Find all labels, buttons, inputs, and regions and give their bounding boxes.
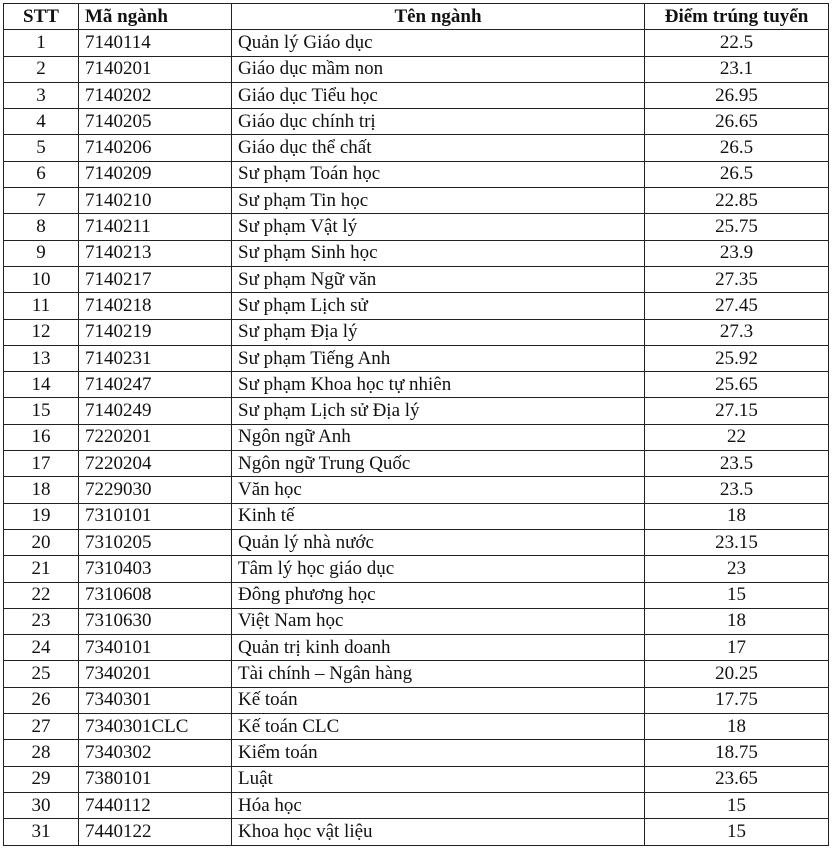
table-row	[4, 635, 829, 661]
row-code: 7310101	[79, 503, 232, 529]
row-stt: 27	[4, 714, 79, 740]
row-score: 26.95	[645, 82, 829, 108]
table-row	[4, 582, 829, 608]
row-score: 25.65	[645, 372, 829, 398]
header-row	[4, 4, 829, 30]
row-code: 7340301	[79, 687, 232, 713]
header-stt: STT	[4, 4, 79, 30]
row-stt: 8	[4, 214, 79, 240]
row-code: 7340302	[79, 740, 232, 766]
row-stt: 12	[4, 319, 79, 345]
row-score: 25.92	[645, 345, 829, 371]
row-name: Giáo dục Tiểu học	[232, 82, 645, 108]
row-score: 27.35	[645, 266, 829, 292]
row-stt: 31	[4, 819, 79, 845]
row-name: Quản trị kinh doanh	[232, 635, 645, 661]
row-stt: 9	[4, 240, 79, 266]
row-code: 7140247	[79, 372, 232, 398]
table-row	[4, 188, 829, 214]
row-code: 7229030	[79, 477, 232, 503]
row-code: 7340101	[79, 635, 232, 661]
row-name: Sư phạm Vật lý	[232, 214, 645, 240]
row-name: Sư phạm Toán học	[232, 161, 645, 187]
row-code: 7310205	[79, 529, 232, 555]
row-code: 7140202	[79, 82, 232, 108]
row-name: Tâm lý học giáo dục	[232, 556, 645, 582]
row-stt: 4	[4, 109, 79, 135]
table-row	[4, 477, 829, 503]
row-score: 18	[645, 503, 829, 529]
row-code: 7140213	[79, 240, 232, 266]
row-stt: 20	[4, 529, 79, 555]
row-code: 7140114	[79, 30, 232, 56]
row-name: Ngôn ngữ Anh	[232, 424, 645, 450]
row-code: 7140218	[79, 293, 232, 319]
row-stt: 6	[4, 161, 79, 187]
row-name: Ngôn ngữ Trung Quốc	[232, 451, 645, 477]
row-name: Sư phạm Lịch sử Địa lý	[232, 398, 645, 424]
table-row	[4, 82, 829, 108]
row-code: 7140205	[79, 109, 232, 135]
header-score: Điểm trúng tuyển	[645, 4, 829, 30]
row-stt: 17	[4, 451, 79, 477]
row-score: 22	[645, 424, 829, 450]
row-score: 22.5	[645, 30, 829, 56]
row-score: 18	[645, 608, 829, 634]
row-name: Tài chính – Ngân hàng	[232, 661, 645, 687]
row-name: Kế toán	[232, 687, 645, 713]
table-row	[4, 608, 829, 634]
row-stt: 26	[4, 687, 79, 713]
table-row	[4, 819, 829, 845]
row-score: 18.75	[645, 740, 829, 766]
row-name: Sư phạm Ngữ văn	[232, 266, 645, 292]
row-stt: 3	[4, 82, 79, 108]
row-score: 17.75	[645, 687, 829, 713]
row-name: Giáo dục thể chất	[232, 135, 645, 161]
table-row	[4, 319, 829, 345]
row-score: 18	[645, 714, 829, 740]
table-body	[4, 30, 829, 845]
row-score: 17	[645, 635, 829, 661]
row-score: 26.5	[645, 161, 829, 187]
row-score: 27.15	[645, 398, 829, 424]
row-stt: 23	[4, 608, 79, 634]
row-code: 7140210	[79, 188, 232, 214]
row-name: Khoa học vật liệu	[232, 819, 645, 845]
row-name: Giáo dục chính trị	[232, 109, 645, 135]
row-name: Sư phạm Lịch sử	[232, 293, 645, 319]
table-row	[4, 529, 829, 555]
row-code: 7440112	[79, 792, 232, 818]
row-score: 26.5	[645, 135, 829, 161]
row-name: Đông phương học	[232, 582, 645, 608]
table-row	[4, 792, 829, 818]
row-stt: 13	[4, 345, 79, 371]
row-score: 15	[645, 582, 829, 608]
row-stt: 16	[4, 424, 79, 450]
row-stt: 7	[4, 188, 79, 214]
table-row	[4, 266, 829, 292]
row-score: 27.45	[645, 293, 829, 319]
row-code: 7310630	[79, 608, 232, 634]
row-stt: 30	[4, 792, 79, 818]
row-code: 7310403	[79, 556, 232, 582]
row-score: 23.65	[645, 766, 829, 792]
row-code: 7140217	[79, 266, 232, 292]
row-code: 7310608	[79, 582, 232, 608]
table-row	[4, 661, 829, 687]
admission-scores-table	[3, 3, 829, 846]
table-row	[4, 424, 829, 450]
table-row	[4, 345, 829, 371]
table-row	[4, 30, 829, 56]
row-name: Sư phạm Tin học	[232, 188, 645, 214]
header-code: Mã ngành	[79, 4, 232, 30]
row-name: Luật	[232, 766, 645, 792]
row-code: 7140231	[79, 345, 232, 371]
table-row	[4, 687, 829, 713]
table-row	[4, 503, 829, 529]
row-name: Giáo dục mầm non	[232, 56, 645, 82]
table-row	[4, 109, 829, 135]
row-score: 23.1	[645, 56, 829, 82]
row-name: Sư phạm Sinh học	[232, 240, 645, 266]
row-score: 22.85	[645, 188, 829, 214]
table-row	[4, 398, 829, 424]
table-row	[4, 556, 829, 582]
row-name: Việt Nam học	[232, 608, 645, 634]
row-stt: 5	[4, 135, 79, 161]
row-score: 26.65	[645, 109, 829, 135]
row-stt: 15	[4, 398, 79, 424]
row-name: Quản lý nhà nước	[232, 529, 645, 555]
row-stt: 14	[4, 372, 79, 398]
row-name: Kiểm toán	[232, 740, 645, 766]
table-row	[4, 214, 829, 240]
row-score: 15	[645, 792, 829, 818]
row-score: 23.5	[645, 451, 829, 477]
row-stt: 11	[4, 293, 79, 319]
row-stt: 24	[4, 635, 79, 661]
table-row	[4, 135, 829, 161]
row-name: Sư phạm Địa lý	[232, 319, 645, 345]
row-stt: 21	[4, 556, 79, 582]
row-score: 15	[645, 819, 829, 845]
row-name: Sư phạm Tiếng Anh	[232, 345, 645, 371]
row-code: 7140209	[79, 161, 232, 187]
row-score: 27.3	[645, 319, 829, 345]
table-row	[4, 372, 829, 398]
row-code: 7220204	[79, 451, 232, 477]
row-stt: 22	[4, 582, 79, 608]
table-row	[4, 56, 829, 82]
row-code: 7140211	[79, 214, 232, 240]
table-row	[4, 766, 829, 792]
row-stt: 25	[4, 661, 79, 687]
table-row	[4, 240, 829, 266]
table-row	[4, 451, 829, 477]
row-name: Sư phạm Khoa học tự nhiên	[232, 372, 645, 398]
table-row	[4, 161, 829, 187]
row-code: 7380101	[79, 766, 232, 792]
row-code: 7140219	[79, 319, 232, 345]
row-code: 7140206	[79, 135, 232, 161]
row-name: Quản lý Giáo dục	[232, 30, 645, 56]
row-score: 23.5	[645, 477, 829, 503]
row-name: Kế toán CLC	[232, 714, 645, 740]
row-score: 23	[645, 556, 829, 582]
row-name: Hóa học	[232, 792, 645, 818]
row-code: 7140201	[79, 56, 232, 82]
row-stt: 10	[4, 266, 79, 292]
row-score: 23.9	[645, 240, 829, 266]
row-stt: 19	[4, 503, 79, 529]
row-code: 7340301CLC	[79, 714, 232, 740]
row-stt: 2	[4, 56, 79, 82]
row-score: 20.25	[645, 661, 829, 687]
table-row	[4, 740, 829, 766]
row-code: 7340201	[79, 661, 232, 687]
row-code: 7140249	[79, 398, 232, 424]
row-score: 23.15	[645, 529, 829, 555]
row-stt: 1	[4, 30, 79, 56]
table-row	[4, 293, 829, 319]
table-row	[4, 714, 829, 740]
row-score: 25.75	[645, 214, 829, 240]
row-name: Kinh tế	[232, 503, 645, 529]
row-code: 7220201	[79, 424, 232, 450]
row-stt: 28	[4, 740, 79, 766]
row-code: 7440122	[79, 819, 232, 845]
header-name: Tên ngành	[232, 4, 645, 30]
row-name: Văn học	[232, 477, 645, 503]
row-stt: 18	[4, 477, 79, 503]
row-stt: 29	[4, 766, 79, 792]
